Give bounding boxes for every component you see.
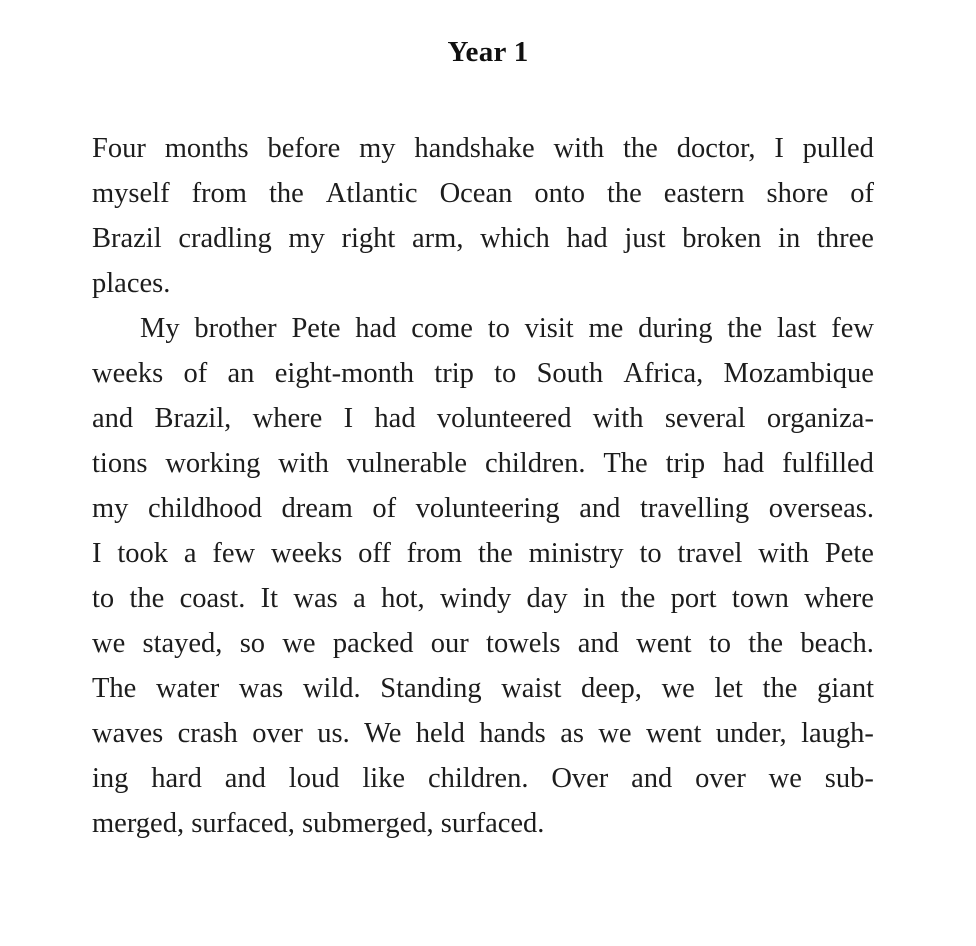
paragraph — [92, 126, 874, 306]
text-line — [92, 531, 874, 576]
word: and — [579, 493, 621, 524]
word: with — [553, 133, 605, 164]
word: crash — [177, 718, 238, 749]
word: travelling — [639, 493, 750, 524]
text-line — [92, 666, 874, 711]
word: The — [603, 448, 648, 479]
word: loud — [288, 763, 340, 794]
word: to — [487, 313, 510, 344]
word: hands — [479, 718, 546, 749]
word: eastern — [663, 178, 745, 209]
word: we — [598, 718, 632, 749]
word: ministry — [528, 538, 624, 569]
text-line — [92, 171, 874, 216]
word: Over — [551, 763, 609, 794]
word: to — [494, 358, 517, 389]
text-line — [92, 441, 874, 486]
word: my — [92, 493, 129, 524]
word: from — [191, 178, 247, 209]
word: me — [588, 313, 624, 344]
word: from — [406, 538, 463, 569]
word: water — [155, 673, 220, 704]
word: of — [183, 358, 208, 389]
word: hot, — [381, 583, 425, 614]
word: the — [606, 178, 642, 209]
word: an — [227, 358, 255, 389]
page-title: Year 1 — [447, 36, 529, 68]
word: South — [536, 358, 604, 389]
word: which — [480, 223, 550, 254]
text-line: merged, surfaced, submerged, surfaced. — [92, 808, 545, 839]
text-line — [92, 756, 874, 801]
word: months — [164, 133, 249, 164]
word: Africa, — [623, 358, 704, 389]
word: windy — [439, 583, 512, 614]
word: children. — [484, 448, 586, 479]
word: had — [355, 313, 397, 344]
word: organiza- — [766, 403, 874, 434]
text-line — [92, 576, 874, 621]
word: several — [664, 403, 746, 434]
word: Ocean — [439, 178, 513, 209]
word: trip — [665, 448, 706, 479]
word: town — [731, 583, 789, 614]
word: Brazil — [92, 223, 162, 254]
word: stayed, — [142, 628, 223, 659]
word: before — [267, 133, 341, 164]
word: my — [359, 133, 396, 164]
word: and — [92, 403, 134, 434]
word: cradling — [178, 223, 272, 254]
word: and — [224, 763, 266, 794]
word: a — [183, 538, 197, 569]
word: we — [661, 673, 695, 704]
word: towels — [486, 628, 561, 659]
word: visit — [524, 313, 574, 344]
word: We — [364, 718, 402, 749]
word: I — [774, 133, 784, 164]
word: vulnerable — [346, 448, 468, 479]
text-line — [92, 711, 874, 756]
word: the — [268, 178, 304, 209]
word: off — [358, 538, 391, 569]
word: with — [758, 538, 809, 569]
paragraph — [92, 306, 874, 846]
word: the — [477, 538, 513, 569]
word: had — [723, 448, 765, 479]
word: childhood — [147, 493, 262, 524]
word: sub- — [824, 763, 874, 794]
word: was — [293, 583, 338, 614]
word: with — [592, 403, 644, 434]
word: as — [560, 718, 584, 749]
word: a — [353, 583, 366, 614]
word: The — [92, 673, 137, 704]
text-line — [92, 351, 874, 396]
word: the — [620, 583, 656, 614]
text-line: places. — [92, 268, 171, 299]
word: to — [92, 583, 115, 614]
word: held — [415, 718, 465, 749]
word: shore — [766, 178, 829, 209]
word: fulfilled — [782, 448, 874, 479]
word: I — [92, 538, 102, 569]
word: handshake — [414, 133, 535, 164]
word: brother — [194, 313, 277, 344]
text-line — [92, 396, 874, 441]
word: Atlantic — [325, 178, 418, 209]
word: we — [92, 628, 126, 659]
word: over — [695, 763, 746, 794]
body-text — [92, 126, 874, 846]
word: went — [645, 718, 702, 749]
word: went — [636, 628, 692, 659]
word: beach. — [800, 628, 874, 659]
word: with — [278, 448, 329, 479]
word: Mozambique — [723, 358, 874, 389]
word: few — [831, 313, 874, 344]
word: wild. — [302, 673, 361, 704]
word: and — [577, 628, 619, 659]
word: ing — [92, 763, 129, 794]
word: us. — [317, 718, 350, 749]
word: weeks — [271, 538, 343, 569]
word: my — [288, 223, 325, 254]
word: where — [252, 403, 323, 434]
word: doctor, — [676, 133, 756, 164]
word: trip — [434, 358, 474, 389]
text-line — [92, 621, 874, 666]
word: and — [631, 763, 673, 794]
word: let — [714, 673, 743, 704]
word: myself — [92, 178, 170, 209]
word: working — [165, 448, 261, 479]
word: waves — [92, 718, 164, 749]
word: over — [252, 718, 303, 749]
word: volunteered — [436, 403, 572, 434]
word: the — [129, 583, 165, 614]
word: was — [238, 673, 284, 704]
word: arm, — [412, 223, 464, 254]
text-line — [92, 216, 874, 261]
word: Pete — [291, 313, 341, 344]
word: onto — [534, 178, 585, 209]
word: pulled — [802, 133, 874, 164]
word: My — [140, 313, 180, 344]
word: under, — [715, 718, 787, 749]
word: travel — [677, 538, 743, 569]
word: like — [362, 763, 406, 794]
word: hard — [151, 763, 202, 794]
word: to — [708, 628, 731, 659]
word: of — [372, 493, 397, 524]
word: the — [748, 628, 784, 659]
word: Pete — [824, 538, 874, 569]
word: port — [670, 583, 717, 614]
word: It — [260, 583, 279, 614]
word: Brazil, — [154, 403, 232, 434]
word: during — [638, 313, 713, 344]
word: so — [239, 628, 266, 659]
word: in — [778, 223, 801, 254]
word: children. — [427, 763, 529, 794]
word: volunteering — [415, 493, 560, 524]
word: dream — [281, 493, 353, 524]
word: we — [768, 763, 802, 794]
word: Standing — [380, 673, 482, 704]
word: come — [411, 313, 473, 344]
word: laugh- — [801, 718, 874, 749]
word: tions — [92, 448, 148, 479]
word: eight-month — [274, 358, 415, 389]
word: the — [762, 673, 798, 704]
word: to — [639, 538, 662, 569]
word: where — [804, 583, 874, 614]
word: day — [526, 583, 568, 614]
word: in — [583, 583, 606, 614]
word: few — [212, 538, 256, 569]
word: three — [816, 223, 874, 254]
text-line — [92, 126, 874, 171]
word: the — [623, 133, 658, 164]
word: just — [624, 223, 666, 254]
word: last — [776, 313, 817, 344]
word: right — [341, 223, 396, 254]
word: Four — [92, 133, 146, 164]
word: deep, — [581, 673, 642, 704]
word: giant — [817, 673, 874, 704]
word: coast. — [179, 583, 246, 614]
word: of — [850, 178, 874, 209]
word: took — [117, 538, 169, 569]
word: overseas. — [768, 493, 874, 524]
word: the — [727, 313, 763, 344]
word: broken — [682, 223, 762, 254]
word: packed — [332, 628, 414, 659]
word: waist — [501, 673, 562, 704]
word: I — [343, 403, 354, 434]
text-line — [92, 486, 874, 531]
text-line — [92, 306, 874, 351]
word: we — [282, 628, 316, 659]
word: weeks — [92, 358, 164, 389]
word: had — [566, 223, 608, 254]
word: had — [374, 403, 416, 434]
word: our — [430, 628, 469, 659]
